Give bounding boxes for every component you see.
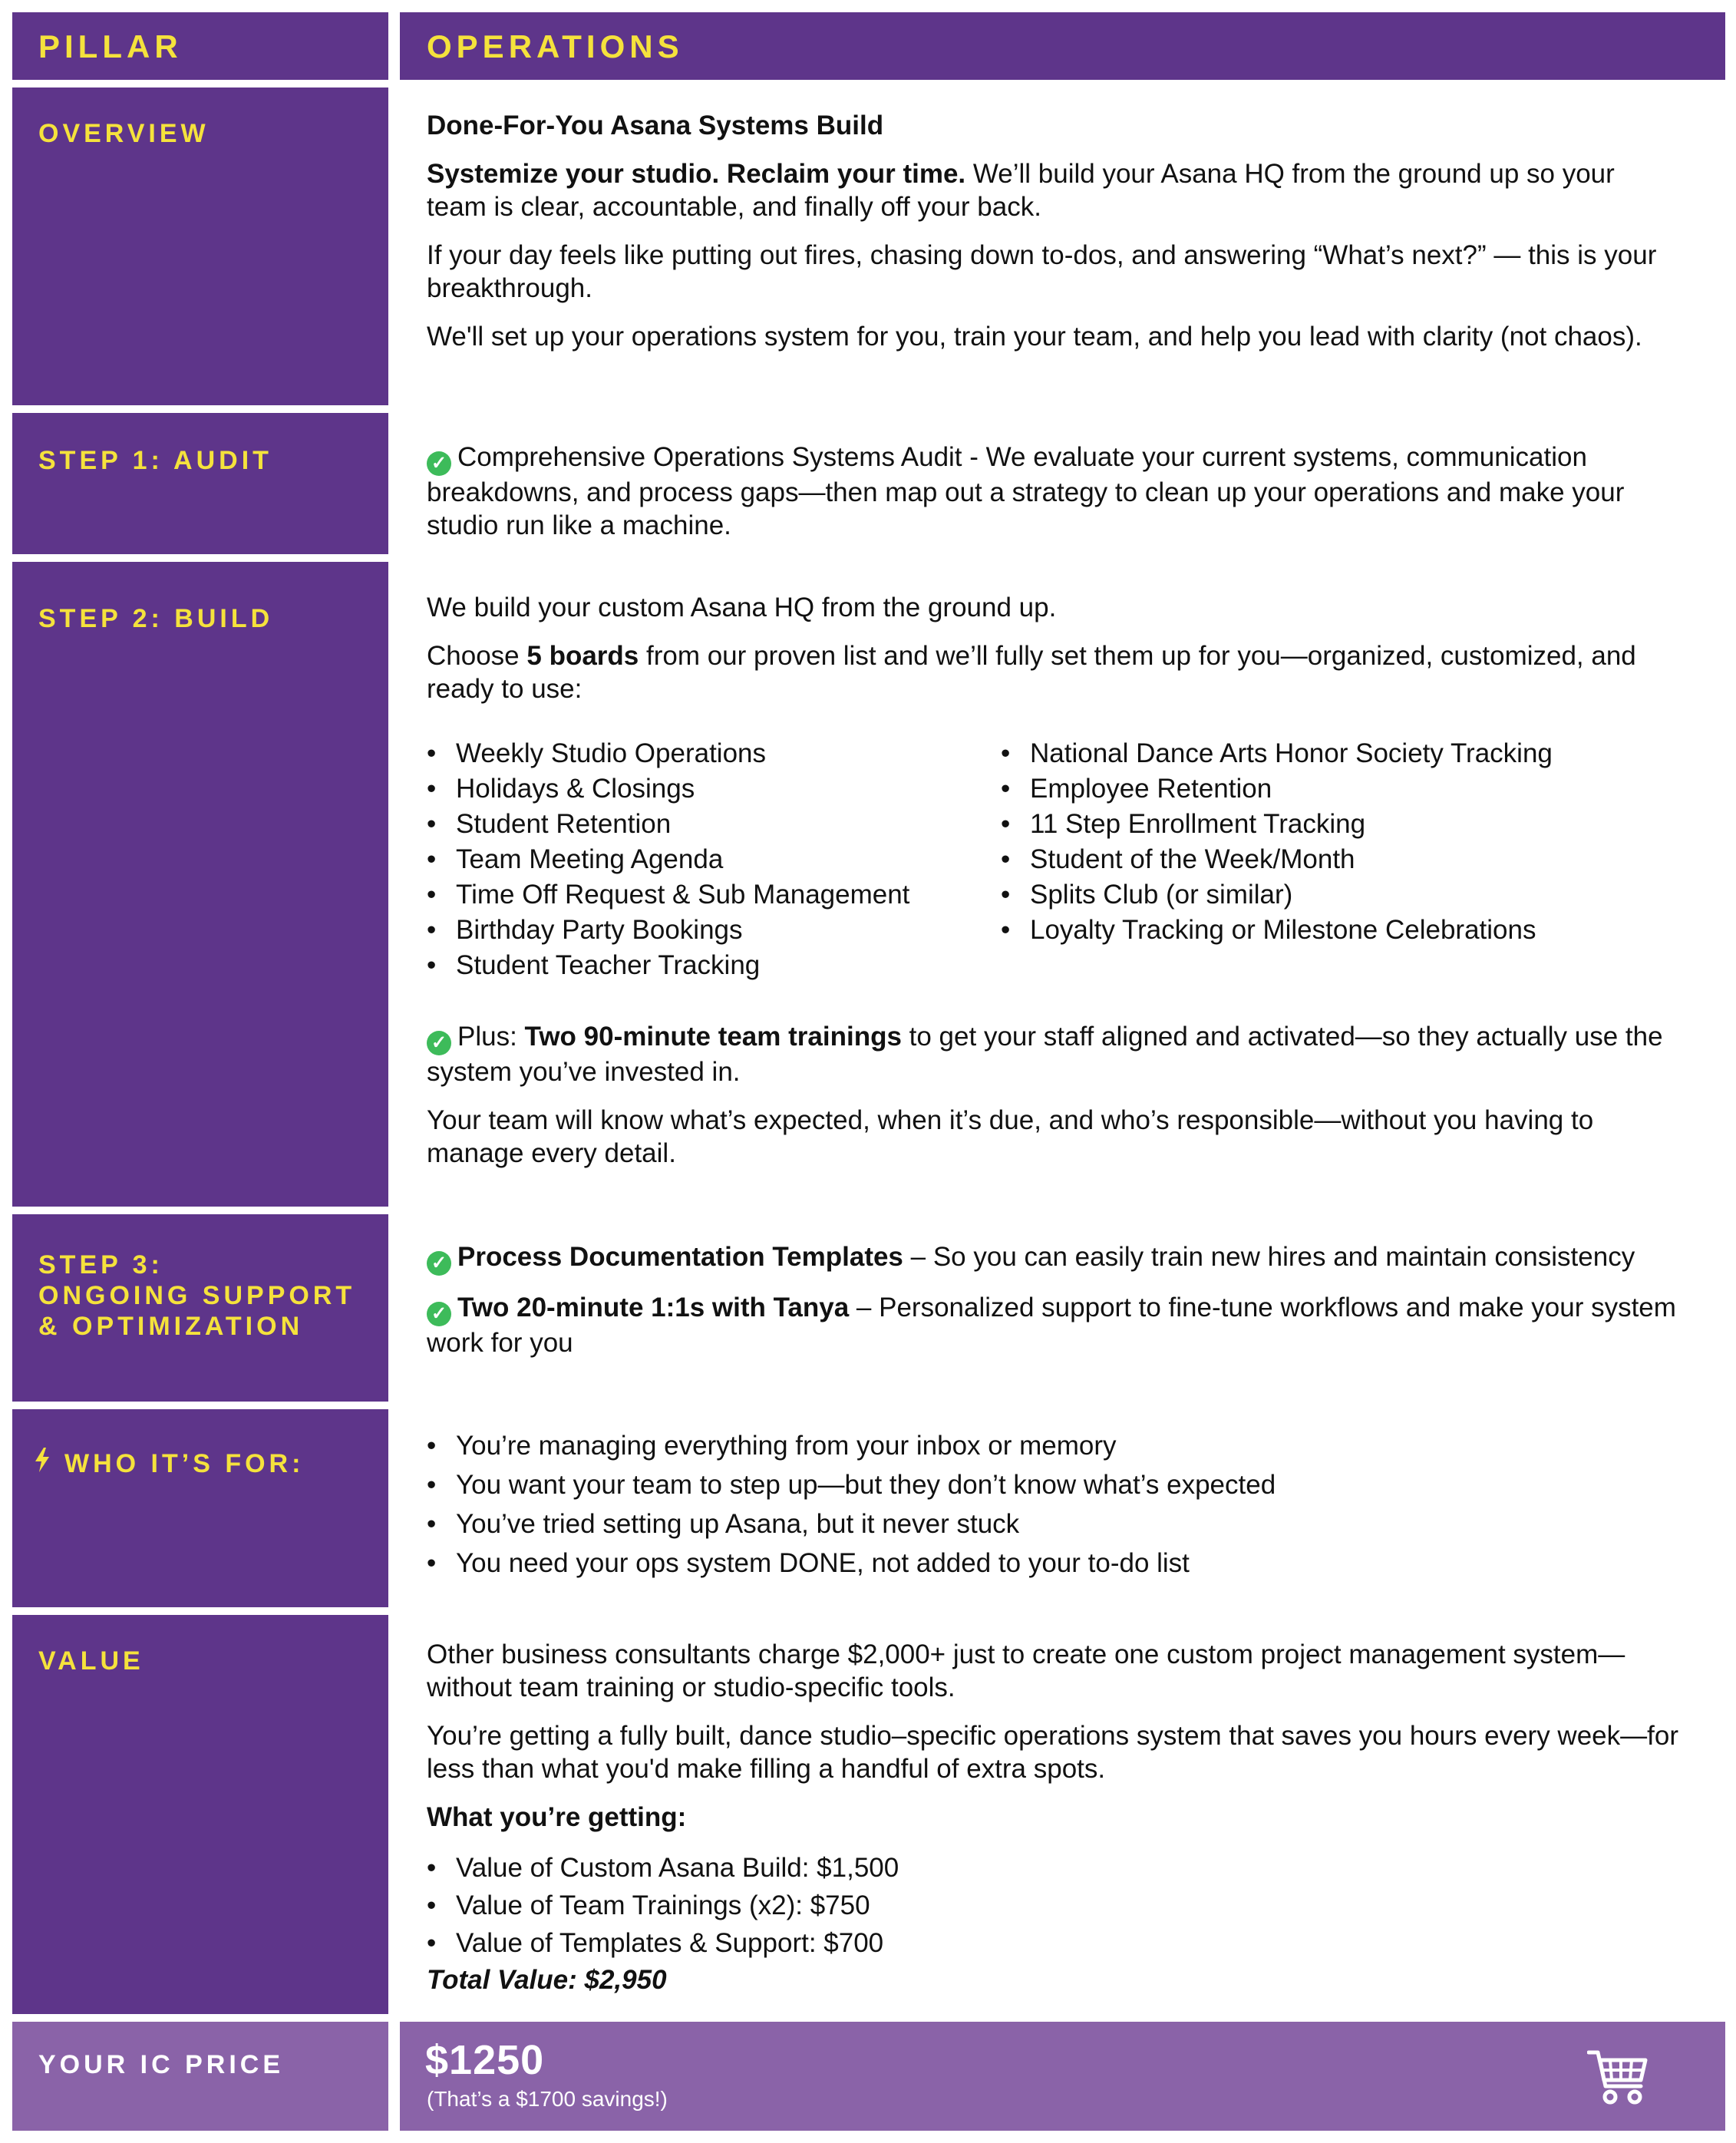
overview-title: Done-For-You Asana Systems Build <box>427 111 884 140</box>
who-text <box>427 1426 1679 1583</box>
pillar-header-text: PILLAR <box>38 28 183 64</box>
step3-text <box>427 1240 1679 1375</box>
value-item: • Value of Custom Asana Build: $1,500 <box>427 1849 1679 1887</box>
value-label-cell <box>12 1615 388 2014</box>
step2-label-cell <box>12 562 388 1207</box>
step2-choose <box>427 639 1679 705</box>
board-item: • Student Retention <box>427 807 1001 842</box>
boards-left-column <box>427 736 1001 983</box>
board-item: • Birthday Party Bookings <box>427 913 1001 948</box>
price-savings: (That’s a $1700 savings!) <box>427 2087 668 2111</box>
step2-choose-pre: Choose <box>427 641 527 671</box>
board-item: • Student of the Week/Month <box>1001 842 1575 877</box>
who-label-wrap <box>35 1448 304 1479</box>
step1-label: STEP 1: AUDIT <box>38 446 272 475</box>
operations-header-text: OPERATIONS <box>427 28 684 64</box>
board-item: • Employee Retention <box>1001 771 1575 807</box>
check-circle-icon: ✓ <box>427 1251 451 1276</box>
step1-content <box>400 413 1725 554</box>
step2-label: STEP 2: BUILD <box>38 604 274 633</box>
price-content <box>400 2022 1725 2131</box>
board-item: • Loyalty Tracking or Milestone Celebrations <box>1001 913 1575 948</box>
step3-label-line1: STEP 3: <box>38 1250 163 1280</box>
board-item: • Splits Club (or similar) <box>1001 877 1575 913</box>
who-label: WHO IT’S FOR: <box>64 1449 305 1478</box>
board-item: • Weekly Studio Operations <box>427 736 1001 771</box>
header-row <box>0 12 1736 80</box>
pillar-header <box>12 12 388 80</box>
price-row <box>0 2022 1736 2131</box>
board-item: • Student Teacher Tracking <box>427 948 1001 983</box>
overview-p1-bold: Systemize your studio. Reclaim your time. <box>427 159 966 189</box>
step3-label <box>38 1250 355 1342</box>
step2-plus-post: to get your staff aligned and activated—so they actually use the system you’ve invested in. <box>427 1022 1663 1087</box>
step2-plus-bold: Two 90-minute team trainings <box>524 1022 902 1052</box>
value-list <box>427 1849 1679 1962</box>
step3-item1-rest: – So you can easily train new hires and maintain consistency <box>903 1242 1635 1272</box>
value-item: • Value of Team Trainings (x2): $750 <box>427 1887 1679 1924</box>
who-row <box>0 1409 1736 1607</box>
overview-text <box>427 109 1679 368</box>
step3-content <box>400 1214 1725 1402</box>
step3-item2-rest: – Personalized support to fine-tune workflows and make your system work for you <box>427 1293 1676 1358</box>
board-item: • Holidays & Closings <box>427 771 1001 807</box>
who-item: • You’re managing everything from your inbox or memory <box>427 1426 1679 1465</box>
who-item: • You want your team to step up—but they don’t know what’s expected <box>427 1465 1679 1504</box>
value-getting-heading: What you’re getting: <box>427 1802 687 1832</box>
shopping-cart-icon[interactable] <box>1587 2048 1649 2106</box>
value-row <box>0 1615 1736 2014</box>
overview-paragraph-3: We'll set up your operations system for you, train your team, and help you lead with clarity (not chaos). <box>427 322 1642 352</box>
step1-row <box>0 413 1736 554</box>
who-item: • You’ve tried setting up Asana, but it never stuck <box>427 1504 1679 1544</box>
overview-content <box>400 88 1725 405</box>
step2-plus-pre: Plus: <box>457 1022 525 1052</box>
check-circle-icon: ✓ <box>427 451 451 476</box>
who-label-cell <box>12 1409 388 1607</box>
overview-paragraph-2: If your day feels like putting out fires, chasing down to-dos, and answering “What’s next?” — this is your breakthrough. <box>427 240 1657 303</box>
step3-label-line2: ONGOING SUPPORT <box>38 1281 356 1310</box>
step2-text <box>427 591 1679 1185</box>
step2-closing: Your team will know what’s expected, when it’s due, and who’s responsible—without you having to manage every detail. <box>427 1105 1594 1168</box>
lightning-icon <box>35 1448 52 1479</box>
who-content <box>400 1409 1725 1607</box>
lightning-icon-svg <box>35 1448 49 1472</box>
shopping-cart-icon-svg <box>1587 2048 1649 2106</box>
board-item: • Team Meeting Agenda <box>427 842 1001 877</box>
overview-p1-rest: We’ll build your Asana HQ from the ground up so your team is clear, accountable, and finally off your back. <box>427 159 1615 222</box>
value-label: VALUE <box>38 1646 144 1676</box>
price-amount: $1250 <box>425 2037 545 2083</box>
who-list <box>427 1426 1679 1583</box>
step3-item-templates <box>427 1240 1679 1276</box>
step3-row <box>0 1214 1736 1402</box>
step2-choose-post: from our proven list and we’ll fully set them up for you—organized, customized, and ready to use: <box>427 641 1636 704</box>
value-paragraph-1: Other business consultants charge $2,000+ just to create one custom project management system—without team training or studio-specific tools. <box>427 1639 1625 1702</box>
value-total: Total Value: $2,950 <box>427 1965 667 1995</box>
operations-header <box>400 12 1725 80</box>
step3-label-line3: & OPTIMIZATION <box>38 1312 304 1341</box>
step3-item1-bold: Process Documentation Templates <box>457 1242 903 1272</box>
board-item: • National Dance Arts Honor Society Tracking <box>1001 736 1575 771</box>
step2-content <box>400 562 1725 1207</box>
value-paragraph-2: You’re getting a fully built, dance studio–specific operations system that saves you hours every week—for less than what you'd make filling a handful of extra spots. <box>427 1721 1678 1784</box>
boards-right-column <box>1001 736 1575 983</box>
step1-text <box>427 441 1679 542</box>
step2-intro: We build your custom Asana HQ from the ground up. <box>427 593 1057 622</box>
step2-row <box>0 562 1736 1207</box>
check-circle-icon: ✓ <box>427 1031 451 1055</box>
price-label: YOUR IC PRICE <box>38 2050 285 2079</box>
boards-list <box>427 736 1679 983</box>
overview-label: OVERVIEW <box>38 119 210 148</box>
value-item: • Value of Templates & Support: $700 <box>427 1924 1679 1962</box>
step2-plus <box>427 1020 1679 1088</box>
step3-item-coaching <box>427 1291 1679 1359</box>
who-item: • You need your ops system DONE, not added to your to-do list <box>427 1544 1679 1583</box>
board-item: • 11 Step Enrollment Tracking <box>1001 807 1575 842</box>
value-text <box>427 1638 1679 1999</box>
step3-item2-bold: Two 20-minute 1:1s with Tanya <box>457 1293 850 1322</box>
step1-label-cell <box>12 413 388 554</box>
value-content <box>400 1615 1725 2014</box>
overview-label-cell <box>12 88 388 405</box>
price-label-cell <box>12 2022 388 2131</box>
step2-choose-bold: 5 boards <box>526 641 639 671</box>
check-circle-icon: ✓ <box>427 1302 451 1326</box>
step3-label-cell <box>12 1214 388 1402</box>
overview-row <box>0 88 1736 405</box>
overview-paragraph-1 <box>427 157 1679 223</box>
step1-audit-description: Comprehensive Operations Systems Audit - We evaluate your current systems, communication breakdowns, and process gaps—then map out a strategy to clean up your operations and make your studio run like a machine. <box>427 442 1625 540</box>
board-item: • Time Off Request & Sub Management <box>427 877 1001 913</box>
